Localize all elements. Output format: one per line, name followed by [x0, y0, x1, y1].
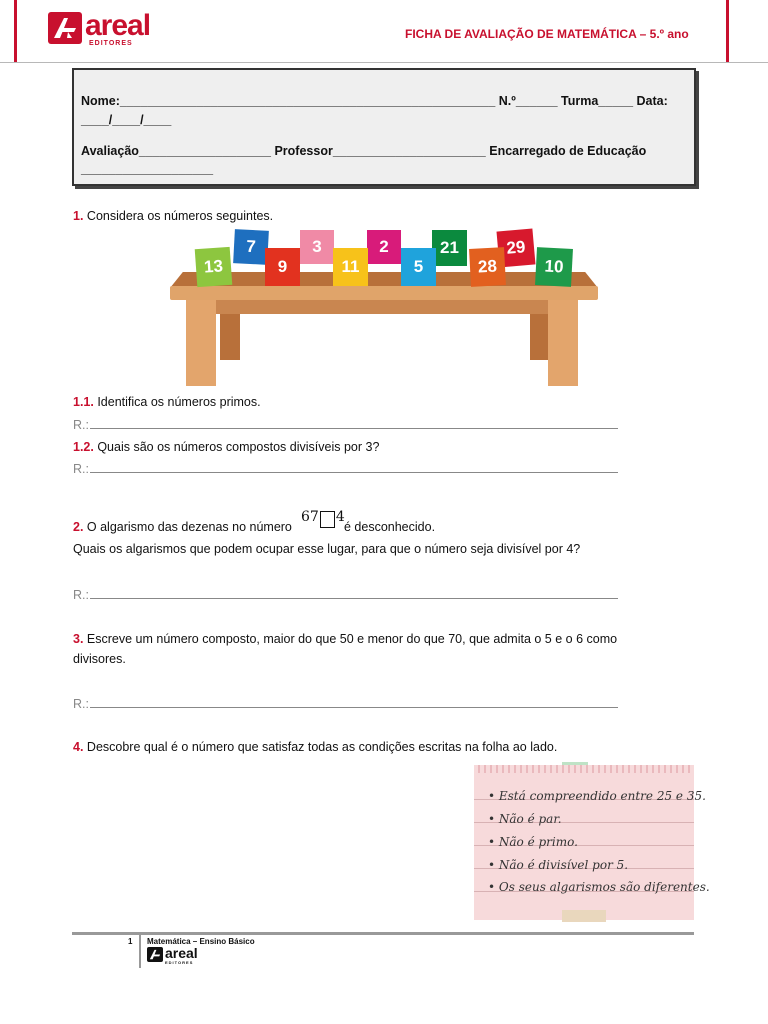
table-leg-left: [186, 300, 216, 386]
guardian-line[interactable]: ___________________: [81, 162, 214, 176]
number-card: 9: [265, 248, 300, 286]
areal-logo-icon: [48, 12, 82, 44]
question-2-line-2: Quais os algarismos que podem ocupar esse lugar, para que o número seja divisível por 4?: [73, 542, 581, 556]
table-back-leg-left: [220, 310, 240, 360]
page-number: 1: [128, 937, 133, 946]
number-card: 5: [401, 248, 436, 286]
footer-subject: Matemática – Ensino Básico: [147, 937, 255, 946]
number-left-digits: 67: [301, 509, 319, 525]
question-1-2: [73, 440, 379, 454]
question-3: [73, 632, 617, 646]
conditions-note: [474, 765, 710, 920]
table-leg-right: [548, 300, 578, 386]
answer-1-1[interactable]: [73, 418, 618, 432]
number-card: 7: [233, 229, 269, 265]
number-card: 29: [496, 228, 535, 267]
table-apron: [215, 300, 555, 314]
answer-line[interactable]: [90, 427, 618, 429]
unknown-digit-number: [301, 509, 345, 528]
question-4-text: Descobre qual é o número que satisfaz todas as condições escritas na folha ao lado.: [83, 740, 558, 754]
answer-2[interactable]: [73, 588, 618, 602]
number-card: 11: [333, 248, 368, 286]
answer-label: R.:: [73, 462, 89, 476]
number-card: 3: [300, 230, 334, 264]
header-right-bar: [726, 0, 729, 62]
footer-separator: [139, 934, 141, 968]
question-4-number: 4.: [73, 740, 84, 754]
table-top: [170, 286, 598, 300]
header-divider: [0, 62, 768, 63]
question-1-number: 1.: [73, 209, 84, 223]
note-item: • Não é primo.: [488, 835, 578, 849]
note-torn-edge: [474, 765, 694, 773]
note-item: • Os seus algarismos são diferentes.: [488, 880, 710, 894]
question-1-1-text: Identifica os números primos.: [93, 395, 261, 409]
question-2: [73, 520, 292, 534]
question-1: [73, 209, 273, 223]
footer-logo-sub: EDITORES: [165, 960, 194, 965]
date-line[interactable]: ____/____/____: [81, 113, 172, 127]
note-tape-bottom: [562, 910, 606, 922]
answer-label: R.:: [73, 697, 89, 711]
question-1-2-number: 1.2.: [73, 440, 94, 454]
footer-divider: [72, 932, 694, 935]
evaluation-line[interactable]: Avaliação___________________ Professor______________________ Encarregado de Educação: [81, 144, 647, 158]
unknown-digit-box: [320, 511, 335, 528]
number-card: 10: [535, 247, 573, 287]
question-3-text: Escreve um número composto, maior do que 50 e menor do que 70, que admita o 5 e o 6 como: [83, 632, 618, 646]
note-item: • Não é divisível por 5.: [488, 858, 629, 872]
question-1-2-text: Quais são os números compostos divisíveis por 3?: [93, 440, 380, 454]
header-left-bar: [14, 0, 17, 62]
answer-3[interactable]: [73, 697, 618, 711]
logo-sub: EDITORES: [89, 40, 133, 47]
name-line[interactable]: Nome:______________________________________________________ N.º______ Turma_____ Data:: [81, 94, 668, 108]
question-3-number: 3.: [73, 632, 84, 646]
number-card: 21: [432, 230, 467, 266]
page-title: FICHA DE AVALIAÇÃO DE MATEMÁTICA – 5.º ano: [405, 27, 689, 41]
student-info-box: [72, 68, 696, 186]
logo-word: areal: [85, 9, 151, 42]
areal-logo: [48, 9, 151, 48]
question-1-1: [73, 395, 261, 409]
footer-logo-word: areal: [165, 945, 198, 961]
question-2-text: O algarismo das dezenas no número: [83, 520, 292, 534]
question-1-text: Considera os números seguintes.: [83, 209, 274, 223]
answer-line[interactable]: [90, 471, 618, 473]
question-2-number: 2.: [73, 520, 84, 534]
question-4: [73, 740, 557, 754]
question-1-1-number: 1.1.: [73, 395, 94, 409]
question-2-text-after: é desconhecido.: [344, 520, 436, 534]
question-3-line-2: divisores.: [73, 652, 126, 666]
note-item: • Não é par.: [488, 812, 562, 826]
note-item: • Está compreendido entre 25 e 35.: [488, 789, 706, 803]
number-card: 13: [195, 247, 233, 287]
number-card: 2: [367, 230, 401, 264]
answer-1-2[interactable]: [73, 462, 618, 476]
footer-logo-icon: [147, 947, 163, 962]
number-card: 28: [469, 247, 506, 287]
number-right-digit: 4: [335, 509, 345, 525]
table-back-leg-right: [530, 310, 550, 360]
answer-line[interactable]: [90, 706, 618, 708]
answer-label: R.:: [73, 588, 89, 602]
answer-label: R.:: [73, 418, 89, 432]
answer-line[interactable]: [90, 597, 618, 599]
footer-logo: [147, 947, 198, 965]
